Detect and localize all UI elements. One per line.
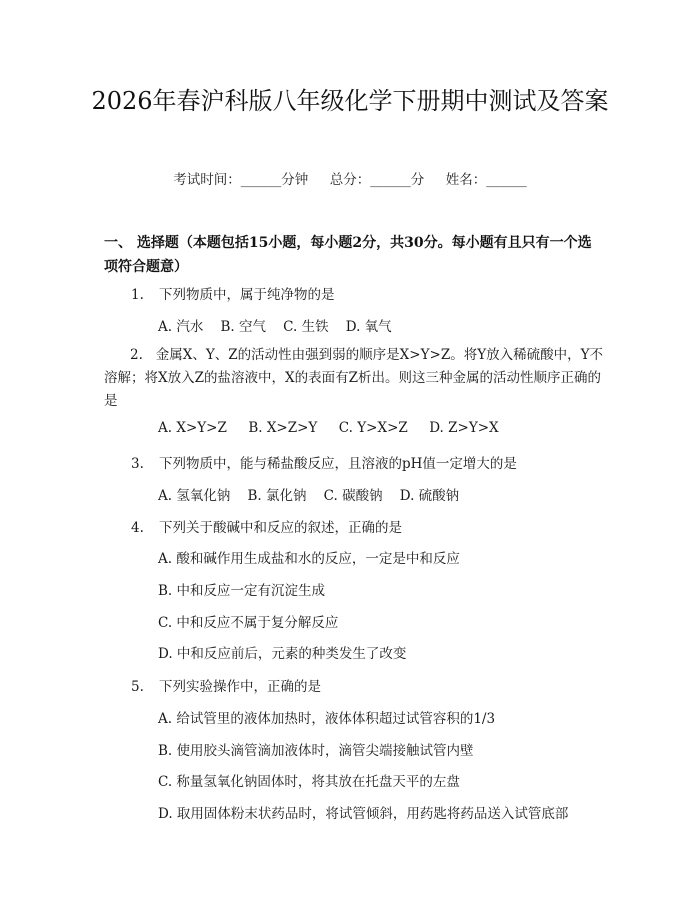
document-title: 2026年春沪科版八年级化学下册期中测试及答案 <box>91 87 609 115</box>
question-number: 2. <box>130 347 143 363</box>
question-number: 3. <box>131 456 144 472</box>
question-3 <box>131 452 517 472</box>
question-4-option-d: D. 中和反应前后，元素的种类发生了改变 <box>158 646 407 662</box>
section-heading: 一、 选择题（本题包括15小题，每小题2分，共30分。每小题有且只有一个选项符合题意） <box>104 235 592 275</box>
question-5-option-c: C. 称量氢氧化钠固体时，将其放在托盘天平的左盘 <box>158 774 460 790</box>
question-2-options: A. X>Y>Z B. X>Z>Y C. Y>X>Z D. Z>Y>X <box>158 420 499 436</box>
question-text: 下列物质中，属于纯净物的是 <box>159 287 335 303</box>
question-text: 下列实验操作中，正确的是 <box>159 679 321 695</box>
question-text: 下列物质中，能与稀盐酸反应，且溶液的pH值一定增大的是 <box>159 456 517 472</box>
question-4-option-c: C. 中和反应不属于复分解反应 <box>158 615 339 631</box>
question-5-option-b: B. 使用胶头滴管滴加液体时，滴管尖端接触试管内壁 <box>158 743 474 759</box>
question-3-options: A. 氢氧化钠 B. 氯化钠 C. 碳酸钠 D. 硫酸钠 <box>158 488 460 504</box>
question-number: 1. <box>131 287 144 303</box>
question-text: 金属X、Y、Z的活动性由强到弱的顺序是X>Y>Z。将Y放入稀硫酸中，Y不溶解；将X放入Z的盐溶液中，X的表面有Z析出。则这三种金属的活动性顺序正确的是 <box>104 347 604 409</box>
question-5-option-d: D. 取用固体粉末状药品时，将试管倾斜，用药匙将药品送入试管底部 <box>158 806 569 822</box>
question-4 <box>131 516 402 536</box>
question-4-option-b: B. 中和反应一定有沉淀生成 <box>158 583 326 599</box>
question-1 <box>131 283 335 303</box>
question-4-option-a: A. 酸和碱作用生成盐和水的反应，一定是中和反应 <box>158 551 460 567</box>
question-text: 下列关于酸碱中和反应的叙述，正确的是 <box>159 520 402 536</box>
question-1-options: A. 汽水 B. 空气 C. 生铁 D. 氧气 <box>158 319 392 335</box>
exam-info-line: 考试时间：______分钟 总分：______分 姓名：______ <box>173 172 527 188</box>
question-number: 4. <box>131 520 144 536</box>
question-5-option-a: A. 给试管里的液体加热时，液体体积超过试管容积的1/3 <box>158 711 496 727</box>
question-2 <box>104 344 604 413</box>
question-number: 5. <box>131 679 144 695</box>
question-5 <box>131 675 321 695</box>
